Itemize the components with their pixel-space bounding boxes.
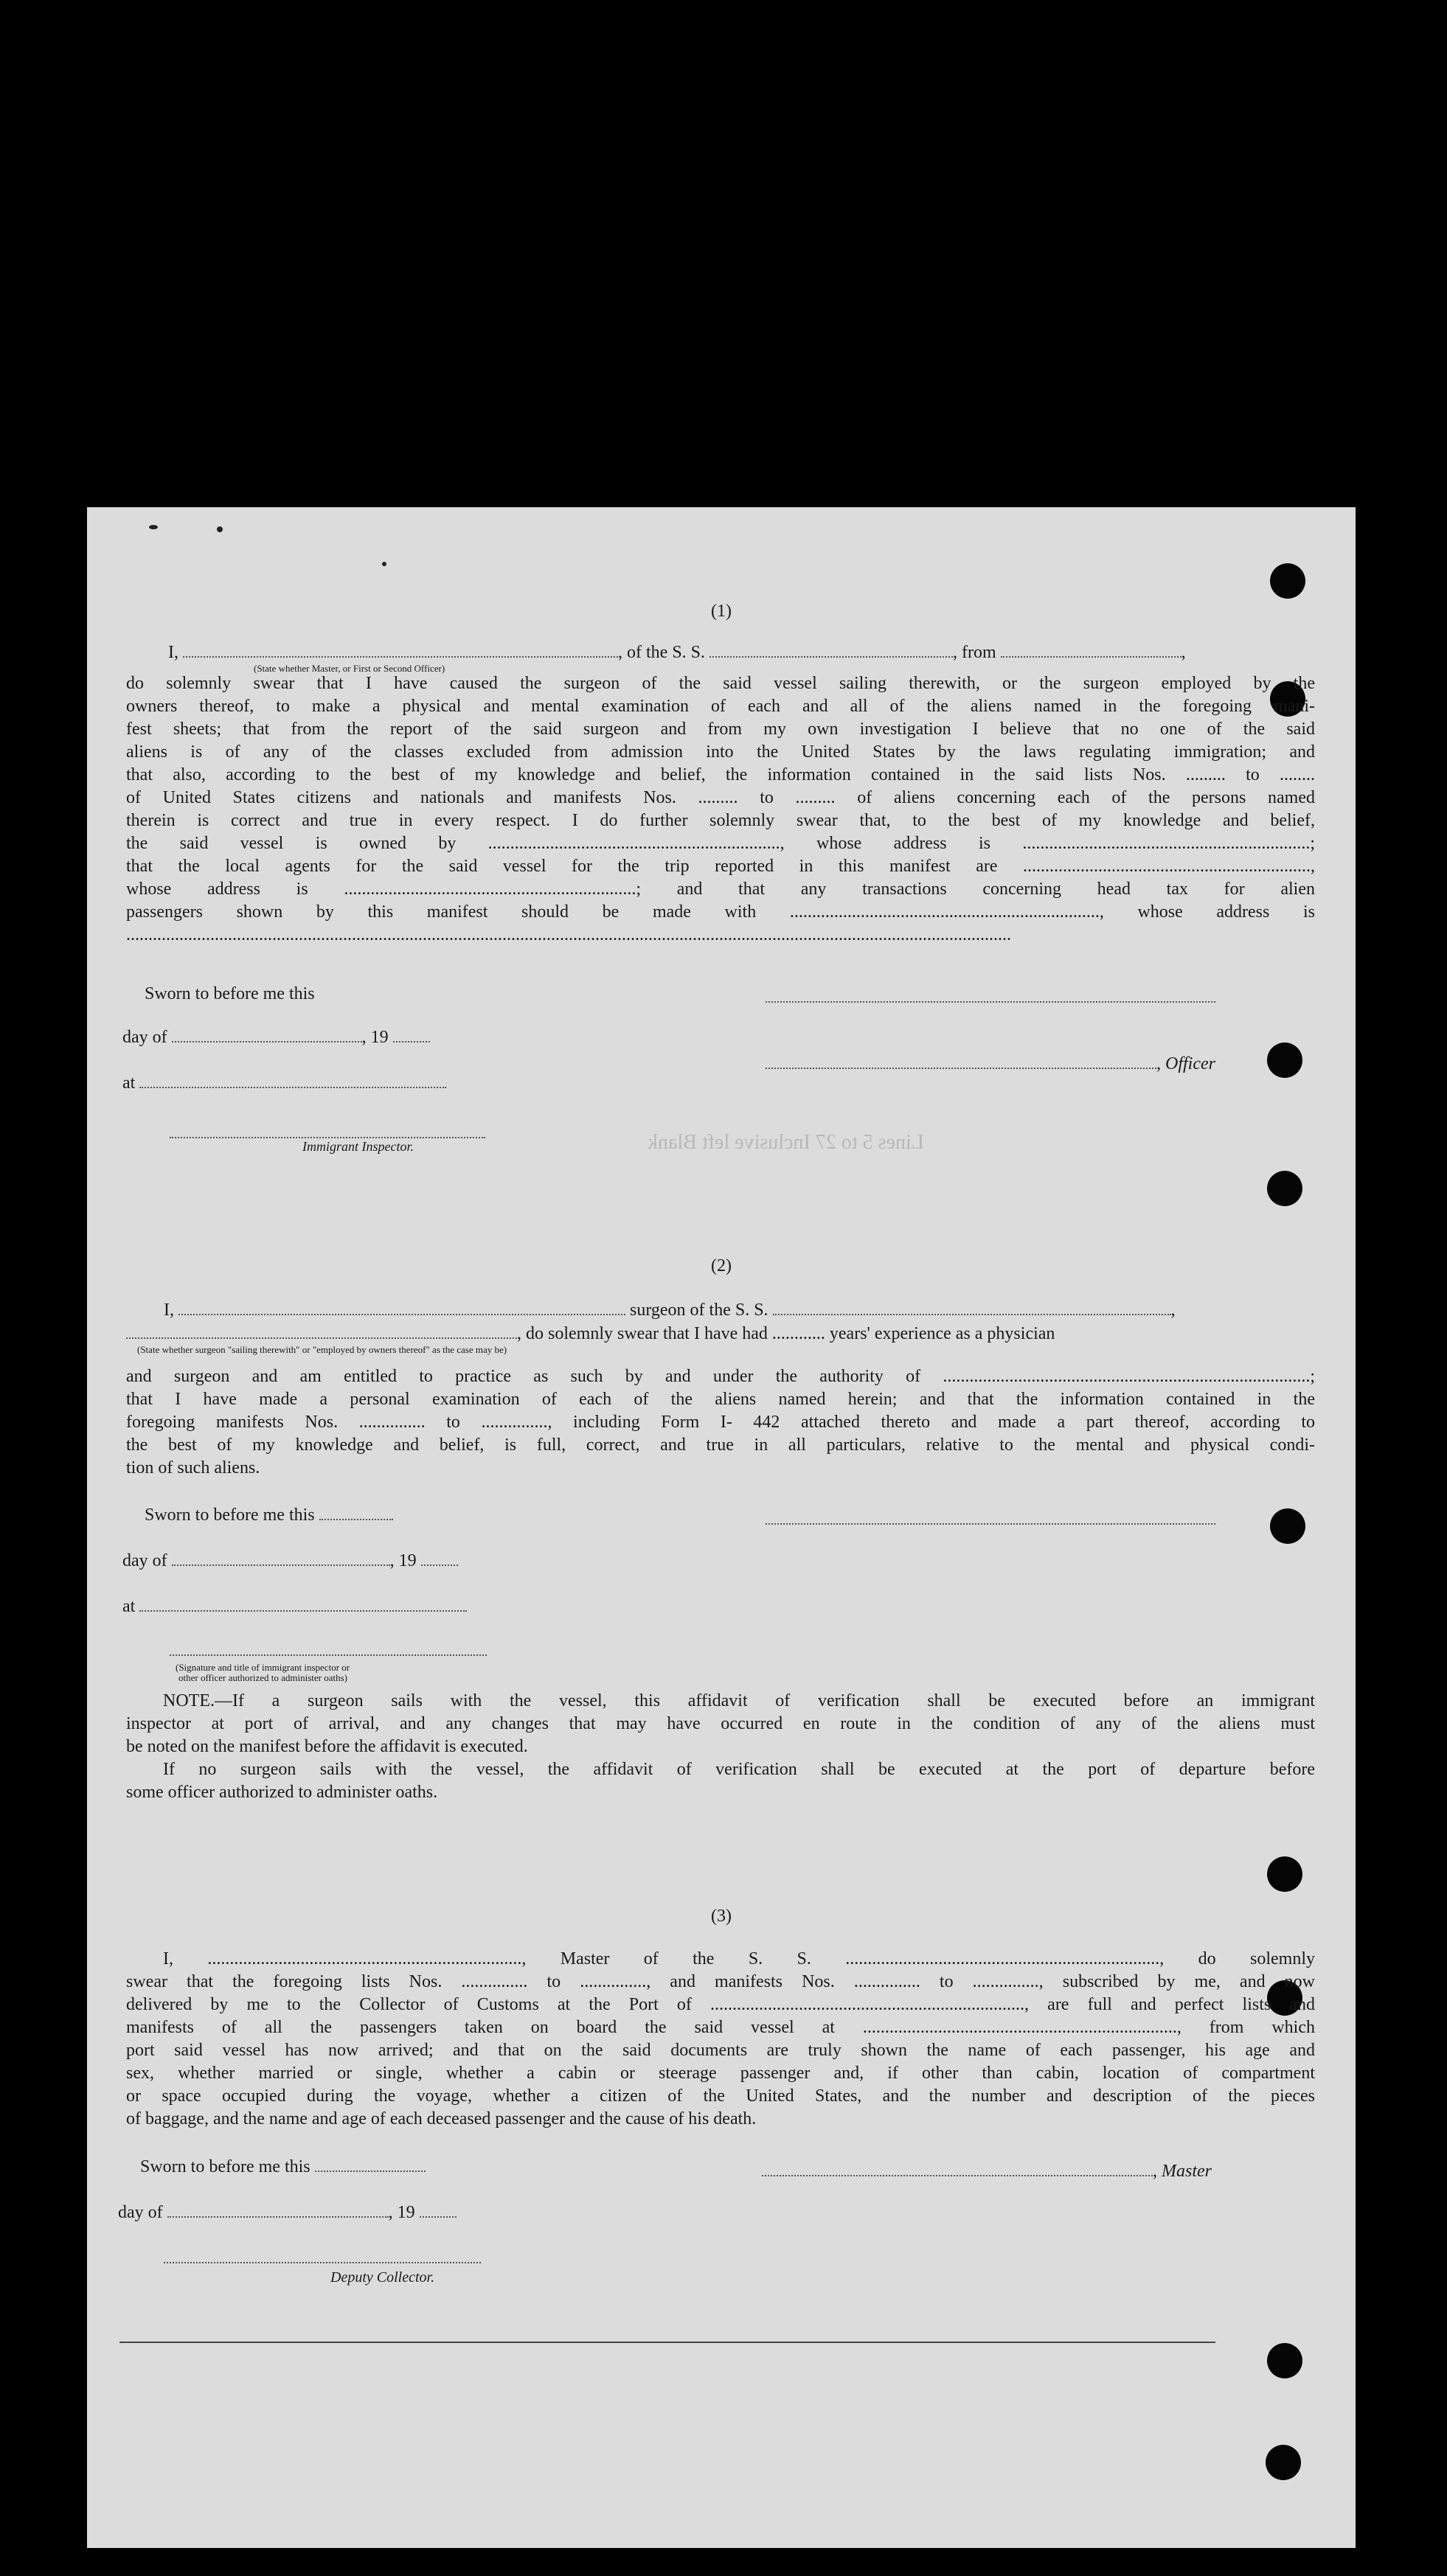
punch-hole	[1267, 1856, 1302, 1892]
body-line: or space occupied during the voyage, whether a citizen of the United States, and the number and description of the pieces	[126, 2086, 1315, 2106]
master-signature-line	[762, 2160, 1212, 2182]
surgeon-name-field	[178, 1301, 625, 1315]
ink-speck	[149, 525, 158, 529]
at-label: at	[122, 1597, 136, 1616]
body-line: therein is correct and true in every respect. I do further solemnly swear that, to the best of my knowledge and belief,	[126, 811, 1315, 830]
signature-note-line-2: other officer authorized to administer oaths)	[178, 1672, 347, 1683]
body-line: swear that the foregoing lists Nos. ............... to ..............., and manifests Nos. ............... to ..............., subscribed by me, and now	[126, 1972, 1315, 1991]
day-of-label: day of	[122, 1028, 167, 1047]
day-field	[172, 1551, 390, 1566]
section-2-body	[126, 1365, 1315, 1480]
section-1-body	[126, 672, 1315, 947]
i-label: I,	[168, 643, 178, 662]
body-line: and surgeon and am entitled to practice as such by and under the authority of ...................................................................................;	[126, 1367, 1315, 1386]
at-label: at	[122, 1073, 136, 1093]
body-line: foregoing manifests Nos. ............... to ..............., including Form I- 442 attached thereto and made a part thereof, according to	[126, 1413, 1315, 1432]
surgeon-signature-line	[766, 1523, 1215, 1525]
signature-note-line-1: (Signature and title of immigrant inspector or	[176, 1662, 350, 1673]
note-line: NOTE.—If a surgeon sails with the vessel, this affidavit of verification shall be executed before an immigrant	[163, 1691, 1315, 1710]
body-line: the best of my knowledge and belief, is full, correct, and true in all particulars, relative to the mental and physical condi-	[126, 1435, 1315, 1455]
body-line: passengers shown by this manifest should be made with ......................................................................, whose address is	[126, 902, 1315, 922]
ink-speck	[382, 562, 386, 566]
body-line: I, ......................................................................., Master of the S. S. ......................................................................., do solemnly	[163, 1949, 1315, 1968]
body-line: manifests of all the passengers taken on board the said vessel at ......................................................................., from which	[126, 2018, 1315, 2037]
deputy-signature-line	[164, 2262, 481, 2263]
body-line: owners thereof, to make a physical and mental examination of each and all of the aliens named in the foregoing mani-	[126, 697, 1315, 716]
at-line	[122, 1072, 446, 1094]
punch-hole	[1267, 1171, 1302, 1206]
master-signature-field	[762, 2162, 1153, 2176]
officer-signature-line	[766, 1053, 1215, 1075]
officer-label: , Officer	[1156, 1054, 1215, 1073]
surgeon-status-note: (State whether surgeon "sailing therewith" or "employed by owners thereof" as the case may be)	[137, 1344, 507, 1355]
at-place-field	[139, 1597, 467, 1612]
sworn-date-field	[319, 1505, 393, 1520]
years-experience-text: , do solemnly swear that I have had ............ years' experience as a physician	[517, 1324, 1055, 1343]
body-line: delivered by me to the Collector of Customs at the Port of ......................................................................., are full and perfect lists and	[126, 1995, 1315, 2014]
of-ss-label: , of the S. S.	[618, 643, 706, 662]
body-line: that I have made a personal examination of each of the aliens named herein; and that the information contained in the	[126, 1390, 1315, 1409]
section-2-first-line	[164, 1299, 1176, 1321]
surgeon-status-field	[126, 1324, 517, 1339]
deputy-collector-label: Deputy Collector.	[330, 2269, 435, 2286]
day-field	[172, 1028, 362, 1042]
manifest-affidavit-page	[87, 507, 1356, 2548]
signature-line	[766, 1001, 1215, 1003]
comma: ,	[1170, 1301, 1176, 1320]
year-field	[420, 2203, 457, 2218]
day-of-line	[122, 1550, 458, 1572]
officer-name-field	[183, 643, 618, 658]
note-line: If no surgeon sails with the vessel, the affidavit of verification shall be executed at the port of departure before	[163, 1760, 1315, 1779]
note-line: some officer authorized to administer oaths.	[126, 1783, 438, 1802]
note-surgeon-sails	[126, 1690, 1315, 1758]
punch-hole	[1270, 1508, 1305, 1544]
day-of-line	[122, 1026, 430, 1048]
sworn-date-field	[315, 2157, 426, 2172]
body-line: sex, whether married or single, whether a cabin or steerage passenger and, if other than cabin, location of compartment	[126, 2064, 1315, 2083]
comma: ,	[1181, 643, 1186, 662]
day-field	[167, 2203, 389, 2218]
year-field	[421, 1551, 458, 1566]
day-of-label: day of	[122, 1551, 167, 1570]
body-line: whose address is ..................................................................; and that any transactions concerning head tax for alien	[126, 880, 1315, 899]
body-line: the said vessel is owned by .................................................................., whose address is .................................................................;	[126, 834, 1315, 853]
year-label: , 19	[388, 2203, 415, 2222]
section-2-heading: (2)	[711, 1256, 732, 1275]
officer-signature-field	[766, 1054, 1156, 1069]
sworn-label	[145, 1504, 393, 1526]
vessel-name-field	[709, 643, 953, 658]
section-3-body	[126, 1948, 1315, 2131]
bottom-rule	[119, 2342, 1215, 2343]
sworn-text: Sworn to before me this	[140, 2157, 310, 2176]
ink-speck	[217, 526, 223, 532]
body-line: fest sheets; that from the report of the said surgeon and from my own investigation I believe that no one of the said	[126, 720, 1315, 739]
section-1-first-line	[168, 641, 1320, 664]
sworn-text: Sworn to before me this	[145, 1505, 315, 1525]
officer-signature-line	[170, 1654, 487, 1656]
vessel-name-field	[773, 1301, 1171, 1315]
sworn-label	[140, 2156, 426, 2178]
at-line	[122, 1595, 467, 1618]
body-line: tion of such aliens.	[126, 1458, 260, 1477]
section-1-heading: (1)	[711, 602, 732, 621]
section-2-second-line	[126, 1323, 1055, 1345]
punch-hole	[1270, 563, 1305, 599]
body-line: ........................................................................................................................................................................................................	[126, 925, 1011, 944]
body-line: port said vessel has now arrived; and that on the said documents are truly shown the name of each passenger, his age and	[126, 2041, 1315, 2060]
surgeon-of-ss-label: surgeon of the S. S.	[630, 1301, 768, 1320]
immigrant-inspector-label: Immigrant Inspector.	[302, 1139, 414, 1154]
i-label: I,	[164, 1301, 174, 1320]
section-3-heading: (3)	[711, 1907, 732, 1926]
bleed-through-text: Lines 5 to 27 Inclusive left Blank	[648, 1131, 924, 1154]
sworn-label: Sworn to before me this	[145, 984, 315, 1003]
master-label: , Master	[1153, 2162, 1212, 2181]
officer-role-note: (State whether Master, or First or Second Officer)	[254, 663, 445, 674]
body-line: of United States citizens and nationals and manifests Nos. ......... to ......... of aliens concerning each of the persons named	[126, 788, 1315, 807]
port-from-field	[1001, 643, 1181, 658]
year-label: , 19	[361, 1028, 389, 1047]
day-of-label: day of	[118, 2203, 163, 2222]
note-line: inspector at port of arrival, and any changes that may have occurred en route in the condition of any of the aliens must	[126, 1714, 1315, 1733]
punch-hole	[1267, 1042, 1302, 1078]
body-line: that the local agents for the said vessel for the trip reported in this manifest are .................................................................,	[126, 857, 1315, 876]
at-place-field	[139, 1073, 446, 1088]
body-line: of baggage, and the name and age of each deceased passenger and the cause of his death.	[126, 2109, 757, 2128]
body-line: that also, according to the best of my knowledge and belief, the information contained in the said lists Nos. ......... to ........	[126, 765, 1315, 784]
punch-hole	[1266, 2445, 1301, 2480]
year-field	[393, 1028, 430, 1042]
day-of-line	[118, 2201, 457, 2224]
note-no-surgeon	[126, 1758, 1315, 1804]
body-line: aliens is of any of the classes excluded from admission into the United States by the laws regulating immigration; and	[126, 742, 1315, 762]
from-label: , from	[953, 643, 996, 662]
note-line: be noted on the manifest before the affidavit is executed.	[126, 1737, 528, 1756]
year-label: , 19	[389, 1551, 417, 1570]
body-line: do solemnly swear that I have caused the surgeon of the said vessel sailing therewith, or the surgeon employed by the	[126, 674, 1315, 693]
punch-hole	[1267, 2343, 1302, 2378]
